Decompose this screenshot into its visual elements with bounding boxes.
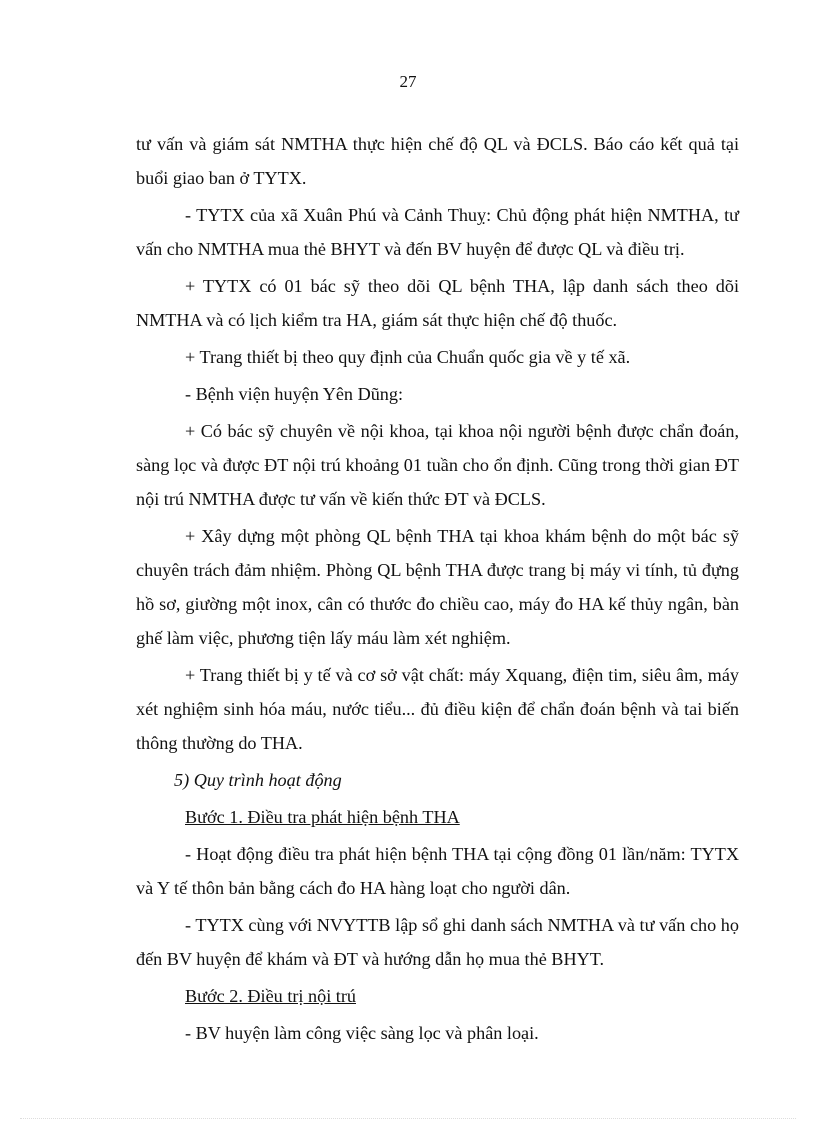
paragraph: + Trang thiết bị theo quy định của Chuẩn quốc gia về y tế xã.	[185, 347, 631, 367]
paragraph: - Hoạt động điều tra phát hiện bệnh THA tại cộng đồng 01 lần/năm: TYTX và Y tế thôn bản bằng cách đo HA hàng loạt cho người dân.	[136, 844, 739, 898]
step-heading: Bước 1. Điều tra phát hiện bệnh THA	[185, 807, 460, 827]
paragraph: - BV huyện làm công việc sàng lọc và phân loại.	[185, 1023, 539, 1043]
paragraph: - TYTX cùng với NVYTTB lập sổ ghi danh sách NMTHA và tư vấn cho họ đến BV huyện để khám và ĐT và hướng dẫn họ mua thẻ BHYT.	[136, 915, 739, 969]
paragraph: + TYTX có 01 bác sỹ theo dõi QL bệnh THA, lập danh sách theo dõi NMTHA và có lịch kiểm tra HA, giám sát thực hiện chế độ thuốc.	[136, 276, 739, 330]
paragraph: + Trang thiết bị y tế và cơ sở vật chất: máy Xquang, điện tim, siêu âm, máy xét nghiệm sinh hóa máu, nước tiểu... đủ điều kiện để chẩn đoán bệnh và tai biến thông thường do THA.	[136, 665, 739, 753]
paragraph: tư vấn và giám sát NMTHA thực hiện chế độ QL và ĐCLS. Báo cáo kết quả tại buổi giao ban ở TYTX.	[136, 134, 739, 188]
document-body	[136, 127, 739, 1050]
page-number: 27	[399, 72, 417, 91]
paragraph: + Xây dựng một phòng QL bệnh THA tại khoa khám bệnh do một bác sỹ chuyên trách đảm nhiệm. Phòng QL bệnh THA được trang bị máy vi tính, tủ đựng hồ sơ, giường một inox, cân có thước đo chiều cao, máy đo HA kế thủy ngân, bàn ghế làm việc, phương tiện lấy máu làm xét nghiệm.	[136, 526, 739, 648]
paragraph: + Có bác sỹ chuyên về nội khoa, tại khoa nội người bệnh được chẩn đoán, sàng lọc và được ĐT nội trú khoảng 01 tuần cho ổn định. Cũng trong thời gian ĐT nội trú NMTHA được tư vấn về kiến thức ĐT và ĐCLS.	[136, 421, 739, 509]
step-heading: Bước 2. Điều trị nội trú	[185, 986, 357, 1006]
section-heading: 5) Quy trình hoạt động	[174, 770, 342, 790]
page-bottom-divider	[20, 1118, 796, 1119]
paragraph: - Bệnh viện huyện Yên Dũng:	[185, 384, 404, 404]
paragraph: - TYTX của xã Xuân Phú và Cảnh Thuỵ: Chủ động phát hiện NMTHA, tư vấn cho NMTHA mua thẻ BHYT và đến BV huyện để được QL và điều trị.	[136, 205, 739, 259]
